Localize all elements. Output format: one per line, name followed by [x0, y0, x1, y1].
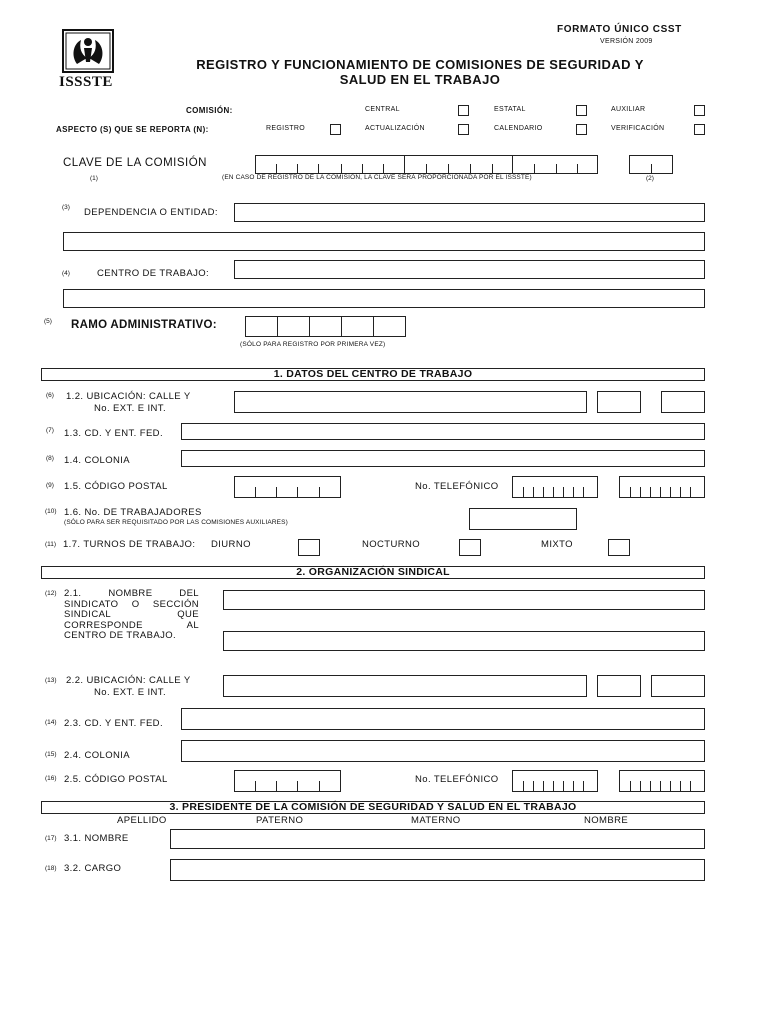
s1-ubicacion-num: (6): [46, 392, 54, 399]
clave-digit-input[interactable]: [629, 155, 673, 174]
aspecto-option-calendario: CALENDARIO: [494, 125, 543, 132]
s1-mixto-checkbox[interactable]: [608, 539, 630, 556]
s2-colonia-label: 2.4. COLONIA: [64, 750, 131, 761]
s2-tel-label: No. TELEFÓNICO: [415, 774, 499, 785]
ramo-input[interactable]: [245, 316, 406, 337]
comision-auxiliar-checkbox[interactable]: [694, 105, 705, 116]
dependencia-input-line2[interactable]: [63, 232, 705, 251]
s2-cp-label: 2.5. CÓDIGO POSTAL: [64, 774, 168, 785]
s3-col-materno: MATERNO: [411, 815, 461, 826]
s1-nocturno-checkbox[interactable]: [459, 539, 481, 556]
s2-colonia-input[interactable]: [181, 740, 705, 762]
clave-num: (1): [90, 175, 98, 182]
s3-nombre-label: 3.1. NOMBRE: [64, 833, 129, 844]
s2-calle-input[interactable]: [223, 675, 587, 697]
s1-trab-input[interactable]: [469, 508, 577, 530]
s2-ubicacion-line1: 2.2. UBICACIÓN: CALLE Y: [66, 675, 191, 686]
s2-tel-lada-input[interactable]: [512, 770, 598, 792]
s1-diurno-checkbox[interactable]: [298, 539, 320, 556]
ramo-num: (5): [44, 318, 52, 325]
s1-trab-label: 1.6. No. DE TRABAJADORES: [64, 507, 202, 518]
s2-ubicacion-label: [66, 675, 191, 699]
s1-ubicacion-line2: No. EXT. E INT.: [94, 403, 166, 414]
s2-nombre-label: [64, 589, 199, 642]
aspecto-registro-checkbox[interactable]: [330, 124, 341, 135]
s2-nombre-line4: CORRESPONDE AL: [64, 619, 199, 631]
s2-cd-label: 2.3. CD. Y ENT. FED.: [64, 718, 163, 729]
ramo-label: RAMO ADMINISTRATIVO:: [71, 319, 217, 331]
s3-cargo-input[interactable]: [170, 859, 705, 881]
s1-colonia-input[interactable]: [181, 450, 705, 467]
centro-input[interactable]: [234, 260, 705, 279]
s2-nombre-line5: CENTRO DE TRABAJO.: [64, 630, 177, 641]
dependencia-label: DEPENDENCIA O ENTIDAD:: [84, 207, 218, 218]
s2-nombre-line2: SINDICATO O SECCIÓN: [64, 598, 199, 610]
comision-option-central: CENTRAL: [365, 106, 400, 113]
centro-num: (4): [62, 270, 70, 277]
comision-label: COMISIÓN:: [186, 106, 233, 115]
s2-nombre-input-line2[interactable]: [223, 631, 705, 651]
comision-estatal-checkbox[interactable]: [576, 105, 587, 116]
clave-note: (EN CASO DE REGISTRO DE LA COMISIÓN, LA CLAVE SERÁ PROPORCIONADA POR EL ISSSTE): [222, 174, 532, 181]
aspecto-actualizacion-checkbox[interactable]: [458, 124, 469, 135]
clave-label: CLAVE DE LA COMISIÓN: [63, 157, 207, 169]
formato-label: FORMATO ÚNICO CSST: [557, 24, 682, 35]
s1-ubicacion-label: [66, 391, 191, 415]
clave-num2: (2): [646, 175, 654, 182]
s2-nombre-input[interactable]: [223, 590, 705, 610]
logo-text: ISSSTE: [59, 74, 113, 90]
s1-tel-label: No. TELEFÓNICO: [415, 481, 499, 492]
s1-ubicacion-line1: 1.2. UBICACIÓN: CALLE Y: [66, 391, 191, 402]
centro-input-line2[interactable]: [63, 289, 705, 308]
s1-trab-num: (10): [45, 508, 57, 515]
s1-no-ext-input[interactable]: [597, 391, 641, 413]
s1-tel-number-input[interactable]: [619, 476, 705, 498]
form-title-line1: REGISTRO Y FUNCIONAMIENTO DE COMISIONES DE SEGURIDAD Y: [196, 57, 644, 72]
form-title-line2: SALUD EN EL TRABAJO: [339, 72, 501, 87]
s2-no-int-input[interactable]: [651, 675, 705, 697]
s1-no-int-input[interactable]: [661, 391, 705, 413]
s2-cd-num: (14): [45, 719, 57, 726]
s3-col-apellido: APELLIDO: [117, 815, 167, 826]
s2-nombre-line3: SINDICAL QUE: [64, 609, 199, 620]
dependencia-input[interactable]: [234, 203, 705, 222]
s1-turnos-label: 1.7. TURNOS DE TRABAJO:: [63, 539, 196, 550]
comision-central-checkbox[interactable]: [458, 105, 469, 116]
s2-cp-num: (16): [45, 775, 57, 782]
section3-header: 3. PRESIDENTE DE LA COMISIÓN DE SEGURIDAD Y SALUD EN EL TRABAJO: [41, 801, 705, 814]
ramo-note: (SÓLO PARA REGISTRO POR PRIMERA VEZ): [240, 341, 386, 348]
s2-no-ext-input[interactable]: [597, 675, 641, 697]
s1-calle-input[interactable]: [234, 391, 587, 413]
s1-cd-label: 1.3. CD. Y ENT. FED.: [64, 428, 163, 439]
s1-colonia-label: 1.4. COLONIA: [64, 455, 131, 466]
s1-cd-input[interactable]: [181, 423, 705, 440]
s1-tel-lada-input[interactable]: [512, 476, 598, 498]
section1-header: 1. DATOS DEL CENTRO DE TRABAJO: [41, 368, 705, 381]
aspecto-option-actualizacion: ACTUALIZACIÓN: [365, 125, 425, 132]
s1-turno-nocturno: NOCTURNO: [362, 539, 421, 550]
section2-header: 2. ORGANIZACIÓN SINDICAL: [41, 566, 705, 579]
s3-cargo-num: (18): [45, 865, 57, 872]
s2-nombre-line1: 2.1. NOMBRE DEL: [64, 588, 199, 599]
aspecto-calendario-checkbox[interactable]: [576, 124, 587, 135]
issste-logo: [57, 28, 121, 92]
s3-cargo-label: 3.2. CARGO: [64, 863, 122, 874]
aspecto-verificacion-checkbox[interactable]: [694, 124, 705, 135]
comision-option-auxiliar: AUXILIAR: [611, 106, 646, 113]
s3-col-nombre: NOMBRE: [584, 815, 629, 826]
s2-cd-input[interactable]: [181, 708, 705, 730]
s2-ubicacion-line2: No. EXT. E INT.: [94, 687, 166, 698]
s1-cp-label: 1.5. CÓDIGO POSTAL: [64, 481, 168, 492]
s2-cp-input[interactable]: [234, 770, 341, 792]
comision-option-estatal: ESTATAL: [494, 106, 526, 113]
s2-tel-number-input[interactable]: [619, 770, 705, 792]
s1-turno-mixto: MIXTO: [541, 539, 573, 550]
centro-label: CENTRO DE TRABAJO:: [97, 268, 210, 279]
form-title: [160, 57, 680, 87]
s2-ubicacion-num: (13): [45, 677, 57, 684]
dependencia-num: (3): [62, 204, 70, 211]
aspecto-option-verificacion: VERIFICACIÓN: [611, 125, 665, 132]
clave-input[interactable]: [255, 155, 598, 174]
s3-col-paterno: PATERNO: [256, 815, 304, 826]
aspecto-option-registro: REGISTRO: [266, 125, 305, 132]
s2-colonia-num: (15): [45, 751, 57, 758]
aspecto-label: ASPECTO (S) QUE SE REPORTA (N):: [56, 125, 209, 134]
s1-cd-num: (7): [46, 427, 54, 434]
s1-turnos-num: (11): [45, 541, 57, 548]
s3-nombre-input[interactable]: [170, 829, 705, 849]
s1-cp-input[interactable]: [234, 476, 341, 498]
s1-cp-num: (9): [46, 482, 54, 489]
s1-turno-diurno: DIURNO: [211, 539, 251, 550]
s3-nombre-num: (17): [45, 835, 57, 842]
s1-colonia-num: (8): [46, 455, 54, 462]
s1-trab-note: (SÓLO PARA SER REQUISITADO POR LAS COMISIONES AUXILIARES): [64, 519, 288, 526]
s2-nombre-num: (12): [45, 590, 57, 597]
version-label: VERSIÓN 2009: [600, 38, 653, 45]
